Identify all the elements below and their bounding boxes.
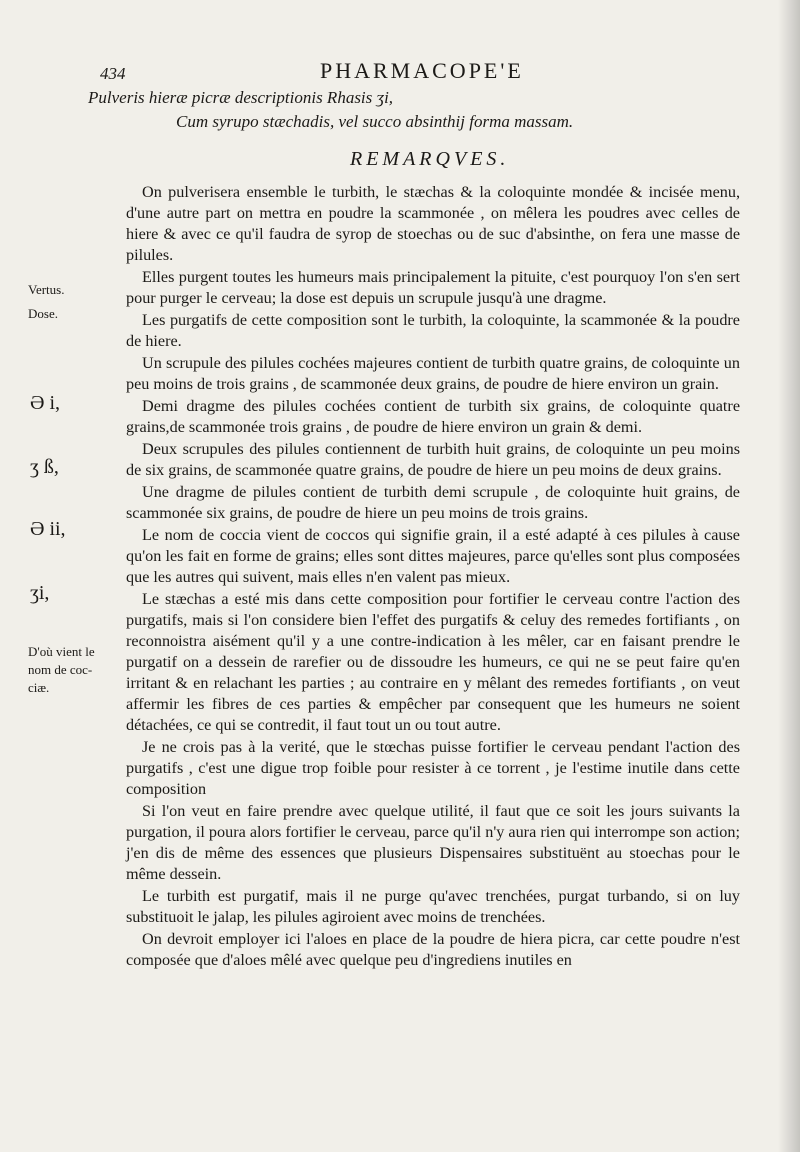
margin-symbol-half-dram: ʒ ß, xyxy=(30,456,59,478)
running-title: PHARMACOPE'E xyxy=(320,58,524,83)
section-title: REMARQVES. xyxy=(350,148,510,170)
page-edge-shadow xyxy=(778,0,800,1152)
paragraph: Une dragme de pilules contient de turbith demi scrupule , de coloquinte huit grains, de scammonée six grains, de poudre de hiere un peu moins de trois grains. xyxy=(126,483,740,522)
page-number: 434 xyxy=(100,64,126,83)
paragraph: Deux scrupules des pilules contiennent de turbith huit grains, de coloquinte un peu moins de six grains, de scammonée quatre grains, de poudre de hiere un peu moins de deux grains. xyxy=(126,440,740,479)
formula-block xyxy=(88,86,573,134)
paragraph: Demi dragme des pilules cochées contient de turbith six grains, de coloquinte quatre grains,de scammonée trois grains , de poudre de hiere environ un grain & demi. xyxy=(126,397,740,436)
paragraph: On pulverisera ensemble le turbith, le stæchas & la coloquinte mondée & incisée menu, d'une autre part on mettra en poudre la scammonée , on mêlera les poudres avec celles de hiere & avec ce qu'il faudra de syrop de stoechas ou de suc d'absinthe, on fera une masse de pilules. xyxy=(126,183,740,264)
formula-line: Cum syrupo stæchadis, vel succo absinthij forma massam. xyxy=(176,112,574,131)
paragraph: Les purgatifs de cette composition sont le turbith, la coloquinte, la scammonée & la poudre de hiere. xyxy=(126,311,740,350)
margin-note-line: D'où vient le xyxy=(28,644,95,659)
paragraph: Si l'on veut en faire prendre avec quelque utilité, il faut que ce soit les jours suivants la purgation, il poura alors fortifier le cerveau, parce qu'il n'y aura rien qui interrompe son action; j'en dis de même des essences que plusieurs Dispensaires substituënt au stoechas pour le même dessein. xyxy=(126,802,740,883)
formula-line: Pulveris hieræ picræ descriptionis Rhasis ʒi, xyxy=(88,88,394,107)
paragraph: Elles purgent toutes les humeurs mais principalement la pituite, c'est pourquoy l'on s'en sert pour purger le cerveau; la dose est depuis un scrupule jusqu'à une dragme. xyxy=(126,268,740,307)
margin-symbol-dram: ʒi, xyxy=(30,582,50,604)
paragraph: Un scrupule des pilules cochées majeures contient de turbith quatre grains, de coloquinte un peu moins de trois grains , de scammonée deux grains, de poudre de hiere environ un grain. xyxy=(126,354,740,393)
margin-note-line: ciæ. xyxy=(28,680,50,695)
margin-note-dose: Dose. xyxy=(28,306,58,321)
margin-note-line: nom de coc- xyxy=(28,662,93,677)
paragraph: Le turbith est purgatif, mais il ne purge qu'avec trenchées, purgat turbando, si on luy substituoit le jalap, les pilules agiroient avec moins de trenchées. xyxy=(126,887,740,926)
paragraph: Le nom de coccia vient de coccos qui signifie grain, il a esté adapté à ces pilules à cause qu'on les fait en forme de grains; elles sont dittes majeures, parce qu'elles sont plus composées que les autres qui suivent, mais elles n'en valent pas mieux. xyxy=(126,526,740,586)
margin-symbol-two-scruples: Ə ii, xyxy=(30,518,66,540)
margin-symbol-scruple: Ə i, xyxy=(30,392,60,414)
body-text xyxy=(126,182,740,971)
page-header xyxy=(100,58,760,86)
paragraph: On devroit employer ici l'aloes en place de la poudre de hiera picra, car cette poudre n'est composée que d'aloes mêlé avec quelque peu d'ingrediens inutiles en xyxy=(126,930,740,969)
paragraph: Je ne crois pas à la verité, que le stœchas puisse fortifier le cerveau pendant l'action des purgatifs , c'est une digue trop foible pour resister à ce torrent , je l'estime inutile dans cette composition xyxy=(126,738,740,798)
paragraph: Le stæchas a esté mis dans cette composition pour fortifier le cerveau contre l'action des purgatifs, mais si l'on considere bien l'effet des purgatifs & celuy des remedes fortifiants , on reconnoistra aisément qu'il y a une contre-indication à les mêler, car en faisant prendre le purgatif on a dessein de rarefier ou de dissoudre les humeurs, ce qui ne se peut faire qu'en irritant & en relachant les parties ; au contraire en y mêlant des remedes fortifiants , on veut affermir les fibres de ces parties & empêcher par consequent que les humeurs ne soient détachées, ce qui se contredit, il faut tout un ou tout autre. xyxy=(126,590,740,734)
margin-note-vertus: Vertus. xyxy=(28,282,65,297)
